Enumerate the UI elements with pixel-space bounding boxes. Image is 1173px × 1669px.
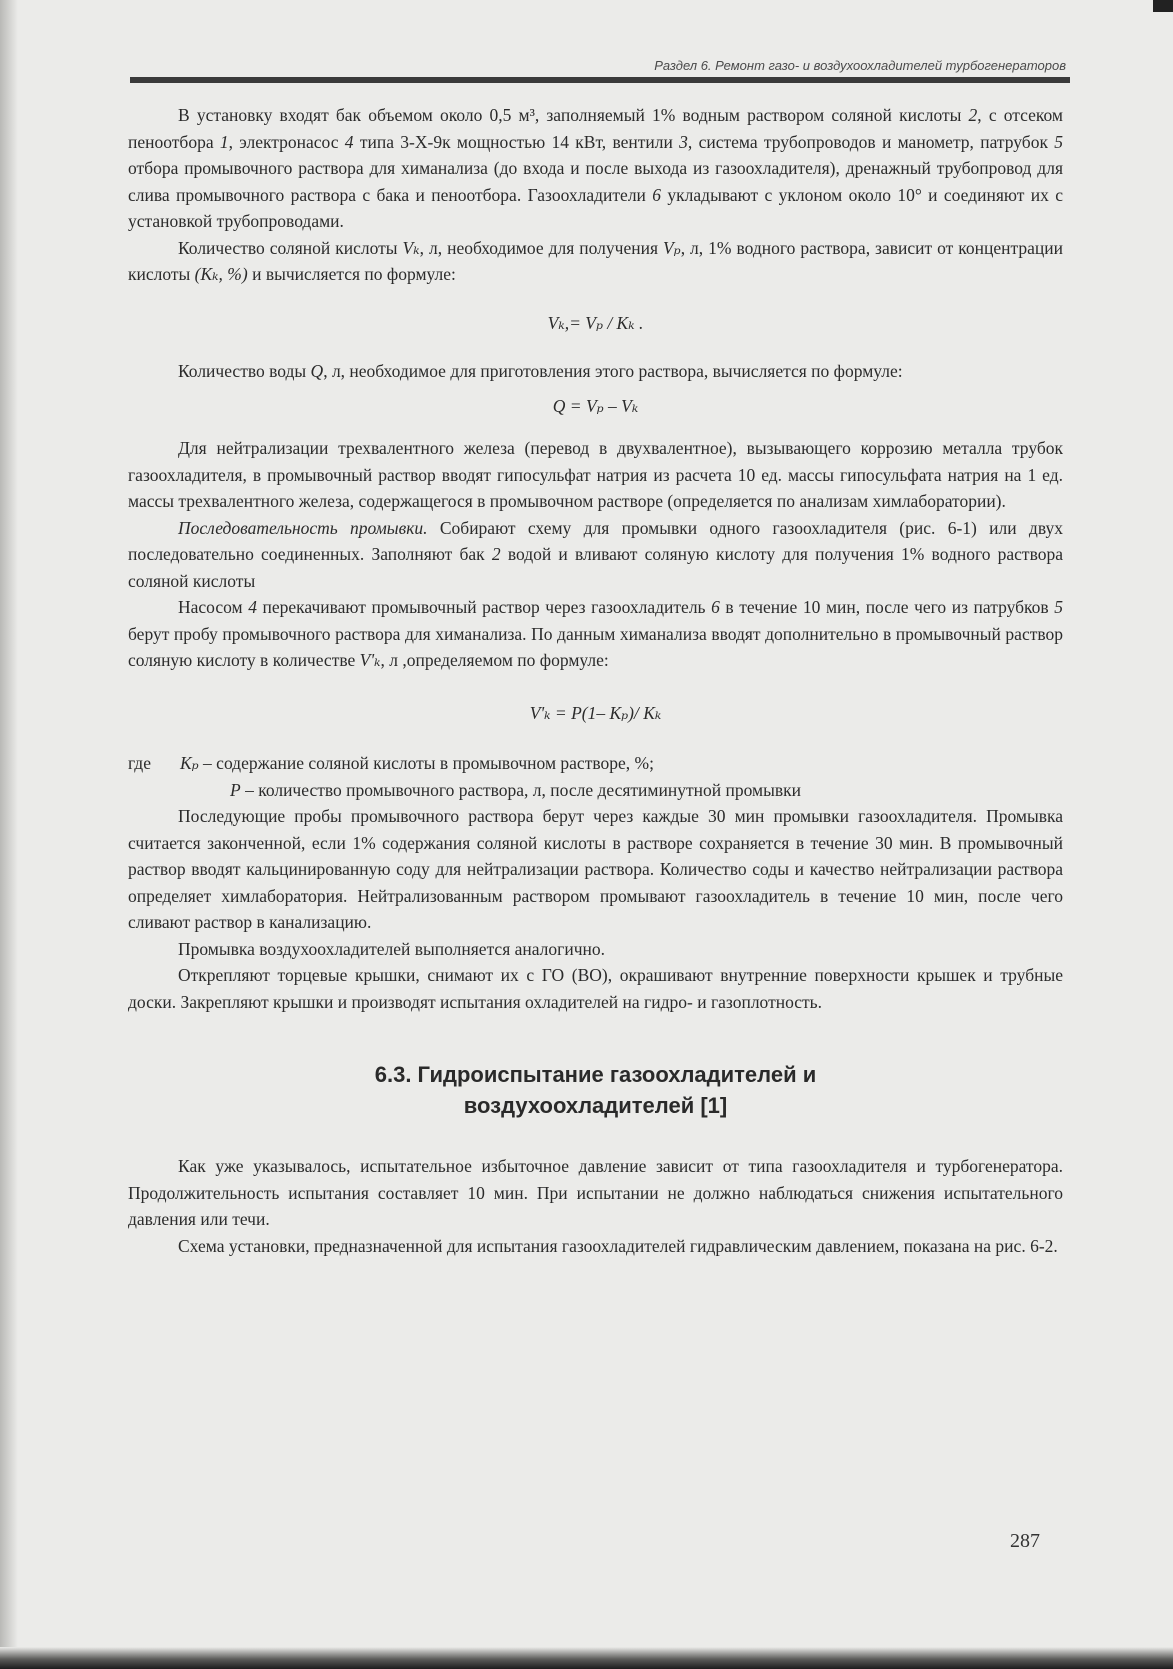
header-rule [130, 77, 1070, 83]
scan-bottom-edge [0, 1647, 1173, 1669]
paragraph-test-scheme: Схема установки, предназначенной для испытания газоохладителей гидравлическим давлением, показана на рис. 6-2. [178, 1235, 1058, 1256]
legend-p: P – количество промывочного раствора, л, после десятиминутной промывки [230, 779, 801, 800]
page-edge-shadow [0, 0, 18, 1669]
paragraph-acid-amount: Количество соляной кислоты Vₖ, л, необходимое для получения Vₚ, л, 1% водного раствора, зависит от концентрации кислоты (Kₖ, %) и вычисляется по формуле: [128, 237, 1063, 284]
legend-kp: Kₚ – содержание соляной кислоты в промывочном растворе, %; [180, 753, 654, 773]
paragraph-iron-neutralization: Для нейтрализации трехвалентного железа (перевод в двухвалентное), вызывающего коррозию металла трубок газоохладителя, в промывочный раствор вводят гипосульфат натрия из расчета 10 ед. массы гипосульфата натрия на 1 ед. массы трехвалентного железа, содержащегося в промывочном растворе (определяется по анализам химлаборатории). [128, 438, 1063, 511]
paragraph-test-pressure: Как уже указывалось, испытательное избыточное давление зависит от типа газоохладителя и турбогенератора. Продолжительность испытания составляет 10 мин. При испытании не должно наблюдаться снижения испытательного давления или течи. [128, 1156, 1063, 1229]
formula-water-volume: Q = Vₚ – Vₖ [552, 395, 639, 416]
paragraph-installation: В установку входят бак объемом около 0,5 м³, заполняемый 1% водным раствором соляной кислоты 2, с отсеком пеноотбора 1, электронасос 4 типа 3-Х-9к мощностью 14 кВт, вентили 3, система трубопроводов и манометр, патрубок 5 отбора промывочного раствора для химанализа (до входа и после выхода из газоохладителя), дренажный трубопровод для слива промывочного раствора с бака и пеноотбора. Газоохладители 6 укладывают с уклоном около 10° и соединяют их с установкой трубопроводами. [128, 105, 1064, 231]
legend-where-word: где [128, 753, 151, 773]
section-heading: 6.3. Гидроиспытание газоохладителей и воздухоохладителей [1] [374, 1062, 817, 1118]
running-header [130, 58, 1070, 83]
paragraph-air-coolers: Промывка воздухоохладителей выполняется аналогично. [178, 938, 605, 959]
paragraph-covers: Открепляют торцевые крышки, снимают их с ГО (ВО), окрашивают внутренние поверхности крышек и трубные доски. Закрепляют крышки и производят испытания охладителей на гидро- и газоплотность. [128, 965, 1063, 1012]
page-body [128, 102, 1063, 1259]
paragraph-water-amount: Количество воды Q, л, необходимое для приготовления этого раствора, вычисляется по формуле: [178, 361, 903, 381]
formula-additional-acid: V'ₖ = P(1– Kₚ)/ Kₖ [529, 702, 662, 723]
formula-acid-volume: Vₖ,= Vₚ / Kₖ . [547, 312, 644, 333]
paragraph-subsequent-samples: Последующие пробы промывочного раствора берут через каждые 30 мин промывки газоохладителя. Промывка считается законченной, если 1% содержания соляной кислоты в растворе сохраняется в течение 30 мин. В промывочный раствор вводят кальцинированную соду для нейтрализации раствора. Количество соды и качество нейтрализации раствора определяет химлаборатория. Нейтрализованным раствором промывают газоохладитель в течение 10 мин, после чего сливают раствор в канализацию. [128, 806, 1063, 932]
formula-legend [128, 750, 1063, 803]
paragraph-flush-sequence: Последовательность промывки. Собирают схему для промывки одного газоохладителя (рис. 6-1) или двух последовательно соединенных. Заполняют бак 2 водой и вливают соляную кислоту для получения 1% водного раствора соляной кислоты [128, 517, 1063, 591]
page-number: 287 [1010, 1530, 1040, 1552]
running-header-title: Раздел 6. Ремонт газо- и воздухоохладителей турбогенераторов [654, 58, 1066, 73]
scan-corner [1153, 0, 1173, 12]
paragraph-pumping: Насосом 4 перекачивают промывочный раствор через газоохладитель 6 в течение 10 мин, после чего из патрубков 5 берут пробу промывочного раствора для химанализа. По данным химанализа вводят дополнительно в промывочный раствор соляную кислоту в количестве V'ₖ, л ,определяемом по формуле: [128, 597, 1063, 670]
